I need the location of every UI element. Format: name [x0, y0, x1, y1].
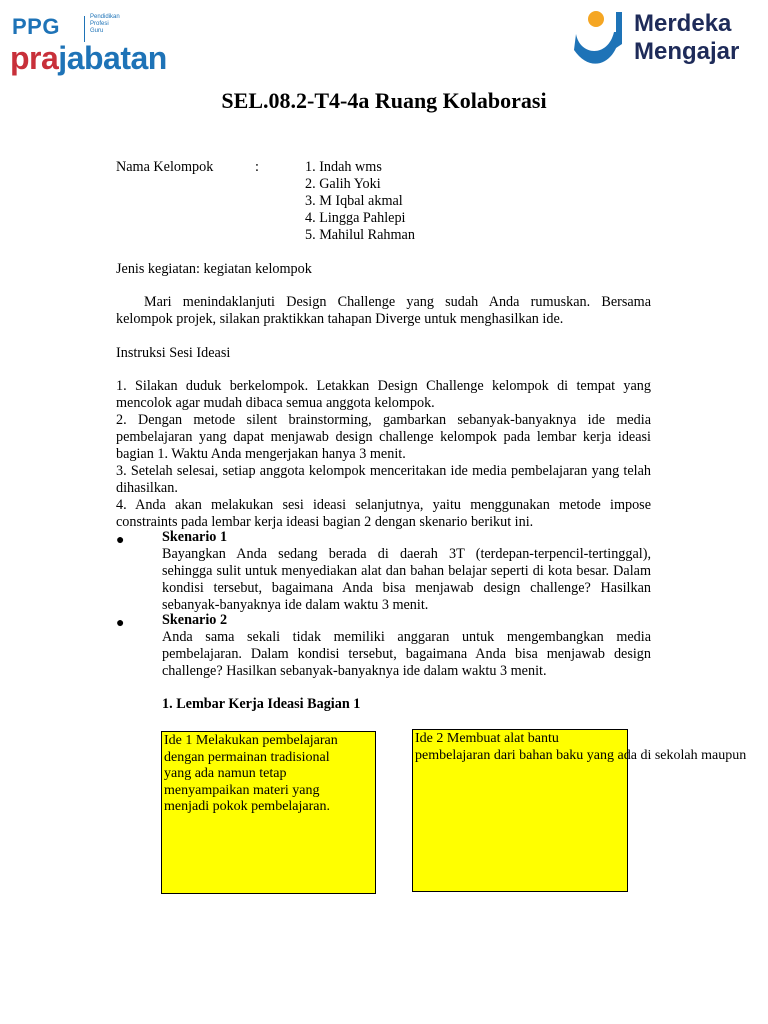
list-item: 1. Indah wms — [305, 159, 382, 175]
list-item: 5. Mahilul Rahman — [305, 227, 415, 243]
ppg-logo-title: PPG — [12, 14, 60, 39]
scenario-2-title: Skenario 2 — [162, 612, 228, 628]
activity-type: Jenis kegiatan: kegiatan kelompok — [116, 261, 312, 277]
idea-box-1-text: Ide 1 Melakukan pembelajaran dengan permainan tradisional yang ada namun tetap menyampaikan materi yang menjadi pokok pembelajaran. — [164, 733, 338, 814]
instruction-steps — [116, 378, 651, 531]
instructions-heading: Instruksi Sesi Ideasi — [116, 345, 231, 361]
worksheet-heading: 1. Lembar Kerja Ideasi Bagian 1 — [162, 696, 361, 712]
instruction-step: 1. Silakan duduk berkelompok. Letakkan Design Challenge kelompok di tempat yang mencolok agar mudah dibaca semua anggota kelompok. — [116, 378, 651, 411]
ppg-prajabatan-logo — [10, 10, 190, 80]
ppg-logo-wordmark: prajabatan — [10, 40, 167, 76]
group-label: Nama Kelompok — [116, 159, 214, 175]
scenario-1-body: Bayangkan Anda sedang berada di daerah 3T (terdepan-terpencil-tertinggal), sehingga sulit untuk menyediakan alat dan bahan belajar seperti di kota besar. Dalam kondisi tersebut, bagaimana Anda bisa menjawab design challenge? Hasilkan sebanyak-banyaknya ide dalam waktu 3 menit. — [162, 546, 651, 613]
list-item: 4. Lingga Pahlepi — [305, 210, 406, 226]
idea-box-1[interactable] — [161, 731, 376, 894]
page-title: SEL.08.2-T4-4a Ruang Kolaborasi — [221, 88, 547, 113]
instruction-step: 3. Setelah selesai, setiap anggota kelompok menceritakan ide media pembelajaran yang telah dihasilkan. — [116, 463, 651, 496]
group-member-list — [305, 159, 415, 244]
intro-paragraph: Mari menindaklanjuti Design Challenge yang sudah Anda rumuskan. Bersama kelompok projek, silakan praktikkan tahapan Diverge untuk menghasilkan ide. — [116, 294, 651, 327]
idea-box-2[interactable] — [412, 729, 747, 892]
list-item: 2. Galih Yoki — [305, 176, 381, 192]
idea-box-2-text: Ide 2 Membuat alat bantu pembelajaran dari bahan baku yang ada di sekolah maupun — [415, 731, 747, 763]
merdeka-mengajar-logo — [570, 4, 768, 80]
ppg-logo-subtitle: Pendidikan Profesi Guru — [90, 14, 120, 34]
instruction-step: 2. Dengan metode silent brainstorming, gambarkan sebanyak-banyaknya ide media pembelajaran yang dapat menjawab design challenge kelompok pada lembar kerja ideasi bagian 1. Waktu Anda mengerjakan hanya 3 menit. — [116, 412, 651, 462]
bullet-icon: ● — [116, 533, 125, 548]
merdeka-mengajar-emblem-icon — [570, 4, 630, 80]
group-colon: : — [255, 159, 259, 175]
ppg-logo-divider — [84, 16, 85, 42]
instruction-step: 4. Anda akan melakukan sesi ideasi selanjutnya, yaitu menggunakan metode impose constraints pada lembar kerja ideasi bagian 2 dengan skenario berikut ini. — [116, 497, 651, 530]
scenario-2-body: Anda sama sekali tidak memiliki anggaran untuk mengembangkan media pembelajaran. Dalam kondisi tersebut, bagaimana Anda bisa menjawab design challenge? Hasilkan sebanyak-banyaknya ide dalam waktu 3 menit. — [162, 629, 651, 679]
bullet-icon: ● — [116, 616, 125, 631]
list-item: 3. M Iqbal akmal — [305, 193, 403, 209]
merdeka-mengajar-wordmark: Merdeka Mengajar — [634, 10, 740, 65]
scenario-1-title: Skenario 1 — [162, 529, 228, 545]
